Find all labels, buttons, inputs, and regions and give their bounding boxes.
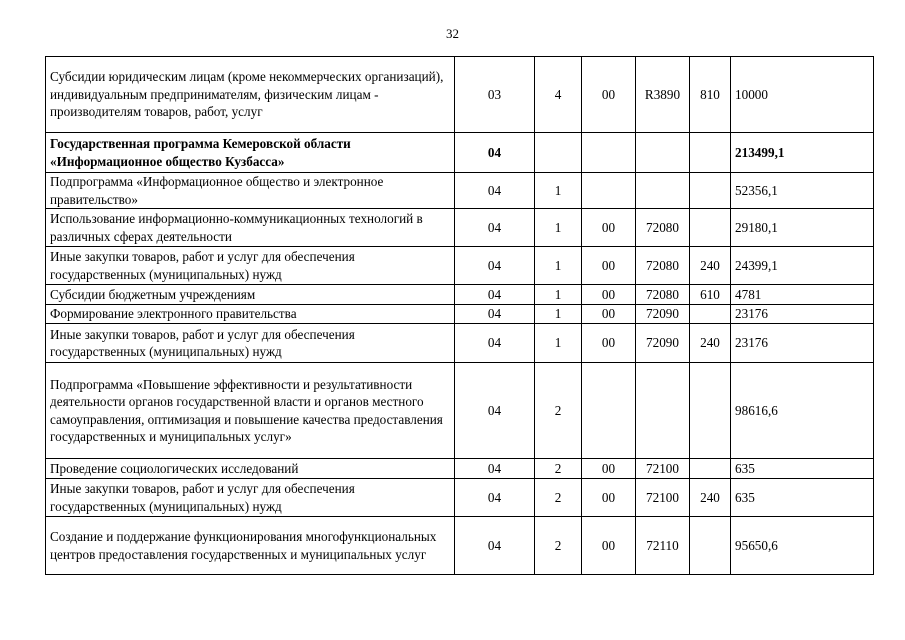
row-program: 04 [455,324,535,363]
row-direction [582,133,636,173]
row-code: 72100 [636,479,690,517]
row-code: 72110 [636,517,690,575]
table-row [46,324,874,363]
row-expense-type [690,133,731,173]
row-expense-type [690,363,731,459]
row-expense-type [690,173,731,209]
row-amount: 24399,1 [731,247,874,285]
row-name: Подпрограмма «Информационное общество и электронное правительство» [46,173,455,209]
row-direction [582,173,636,209]
row-program: 04 [455,247,535,285]
table-row [46,247,874,285]
row-name: Иные закупки товаров, работ и услуг для обеспечения государственных (муниципальных) нужд [46,247,455,285]
row-code [636,173,690,209]
row-name: Иные закупки товаров, работ и услуг для обеспечения государственных (муниципальных) нужд [46,479,455,517]
row-amount: 98616,6 [731,363,874,459]
row-amount: 635 [731,479,874,517]
row-program: 04 [455,517,535,575]
row-expense-type: 610 [690,285,731,305]
row-program: 04 [455,363,535,459]
row-expense-type [690,459,731,479]
row-amount: 4781 [731,285,874,305]
row-subprogram: 2 [535,363,582,459]
row-name: Использование информационно-коммуникационных технологий в различных сферах деятельности [46,209,455,247]
row-direction: 00 [582,517,636,575]
row-name: Проведение социологических исследований [46,459,455,479]
table-row [46,173,874,209]
row-expense-type [690,209,731,247]
row-code: 72090 [636,305,690,324]
row-subprogram: 1 [535,324,582,363]
row-expense-type: 240 [690,479,731,517]
row-subprogram: 4 [535,57,582,133]
row-program: 04 [455,285,535,305]
table-row [46,479,874,517]
row-program: 04 [455,459,535,479]
row-subprogram: 2 [535,517,582,575]
row-code: 72090 [636,324,690,363]
row-code [636,363,690,459]
row-amount: 23176 [731,305,874,324]
row-expense-type: 240 [690,247,731,285]
row-subprogram: 2 [535,459,582,479]
row-program: 04 [455,479,535,517]
row-name: Подпрограмма «Повышение эффективности и результативности деятельности органов государственной власти и органов местного самоуправления, оптимизация и повышение качества предоставления государственных и муниципальных услуг» [46,363,455,459]
row-direction: 00 [582,459,636,479]
row-subprogram [535,133,582,173]
row-subprogram: 1 [535,173,582,209]
table-row [46,209,874,247]
row-amount: 23176 [731,324,874,363]
row-code: 72080 [636,247,690,285]
row-code: 72100 [636,459,690,479]
row-program: 04 [455,133,535,173]
table-row [46,305,874,324]
row-program: 04 [455,209,535,247]
row-amount: 635 [731,459,874,479]
row-name: Государственная программа Кемеровской области «Информационное общество Кузбасса» [46,133,455,173]
row-amount: 10000 [731,57,874,133]
row-direction [582,363,636,459]
row-subprogram: 1 [535,247,582,285]
row-subprogram: 2 [535,479,582,517]
table-row [46,517,874,575]
row-amount: 213499,1 [731,133,874,173]
budget-table [45,56,874,575]
row-name: Иные закупки товаров, работ и услуг для обеспечения государственных (муниципальных) нужд [46,324,455,363]
row-direction: 00 [582,209,636,247]
row-direction: 00 [582,57,636,133]
row-program: 04 [455,173,535,209]
row-direction: 00 [582,324,636,363]
row-code [636,133,690,173]
row-code: 72080 [636,209,690,247]
table-row [46,285,874,305]
page-number: 32 [446,26,459,41]
row-expense-type: 810 [690,57,731,133]
table-row [46,133,874,173]
row-expense-type [690,305,731,324]
row-direction: 00 [582,247,636,285]
row-direction: 00 [582,285,636,305]
row-code: 72080 [636,285,690,305]
row-name: Субсидии бюджетным учреждениям [46,285,455,305]
table-row [46,363,874,459]
row-program: 03 [455,57,535,133]
row-amount: 52356,1 [731,173,874,209]
row-expense-type [690,517,731,575]
row-program: 04 [455,305,535,324]
row-subprogram: 1 [535,305,582,324]
row-expense-type: 240 [690,324,731,363]
row-code: R3890 [636,57,690,133]
row-direction: 00 [582,479,636,517]
row-name: Создание и поддержание функционирования многофункциональных центров предоставления государственных и муниципальных услуг [46,517,455,575]
table-row [46,459,874,479]
row-amount: 95650,6 [731,517,874,575]
row-direction: 00 [582,305,636,324]
row-subprogram: 1 [535,209,582,247]
row-name: Субсидии юридическим лицам (кроме некоммерческих организаций), индивидуальным предпринимателям, физическим лицам - производителям товаров, работ, услуг [46,57,455,133]
row-amount: 29180,1 [731,209,874,247]
row-name: Формирование электронного правительства [46,305,455,324]
row-subprogram: 1 [535,285,582,305]
table-row [46,57,874,133]
